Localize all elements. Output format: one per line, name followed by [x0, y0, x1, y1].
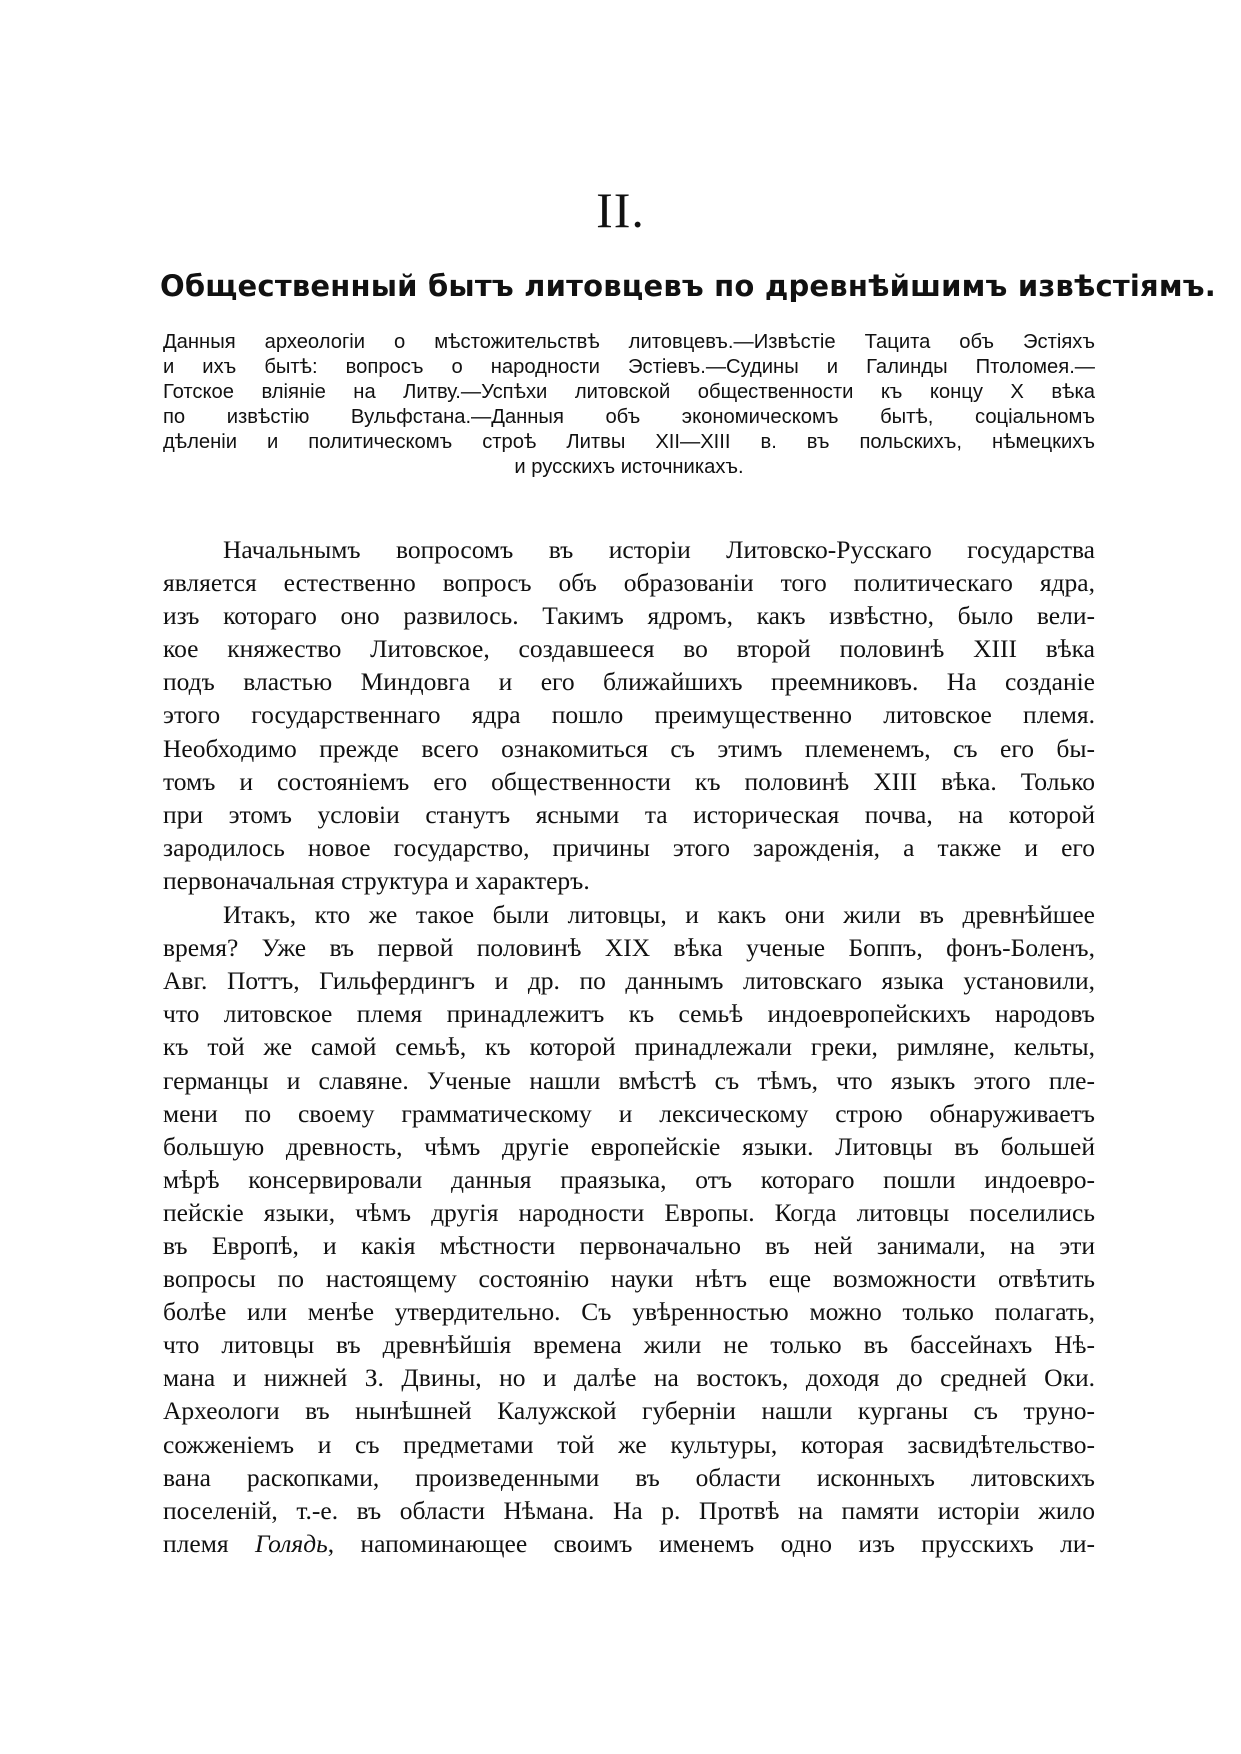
text-line: пейскіе языки, чѣмъ другія народности Европы. Когда литовцы поселились [163, 1197, 1095, 1227]
text-line: Археологи въ нынѣшней Калужской губерніи нашли курганы съ труно- [163, 1396, 1095, 1426]
summary-line: по извѣстію Вульфстана.—Данныя объ экономическомъ бытѣ, соціальномъ [163, 406, 1095, 428]
text-line: мѣрѣ консервировали данныя праязыка, отъ котораго пошли индоевро- [163, 1164, 1095, 1194]
text-line: является естественно вопросъ объ образованіи того политическаго ядра, [163, 568, 1095, 598]
text-line: большую древность, чѣмъ другіе европейскіе языки. Литовцы въ большей [163, 1131, 1095, 1161]
text-line: этого государственнаго ядра пошло преимущественно литовское племя. [163, 700, 1095, 730]
summary-line: Готское вліяніе на Литву.—Успѣхи литовской общественности къ концу X вѣка [163, 381, 1095, 403]
summary-line: и ихъ бытѣ: вопросъ о народности Эстіевъ.—Судины и Галинды Птоломея.— [163, 356, 1095, 378]
paragraph [163, 533, 1095, 897]
text-line: изъ котораго оно развилось. Такимъ ядромъ, какъ извѣстно, было вели- [163, 601, 1095, 631]
text-line: первоначальная структура и характеръ. [163, 865, 590, 895]
text-line: подъ властью Миндовга и его ближайшихъ преемниковъ. На созданіе [163, 667, 1095, 697]
text-line: вана раскопками, произведенными въ области исконныхъ литовскихъ [163, 1462, 1095, 1492]
chapter-title: Общественный бытъ литовцевъ по древнѣйшимъ извѣстіямъ. [160, 269, 1216, 303]
text-fragment: племя [163, 1528, 255, 1558]
italic-word: Голядь [254, 1528, 328, 1558]
text-line [163, 1527, 1095, 1560]
text-line: при этомъ условіи станутъ ясными та историческая почва, на которой [163, 799, 1095, 829]
text-line: германцы и славяне. Ученые нашли вмѣстѣ съ тѣмъ, что языкъ этого пле- [163, 1065, 1095, 1095]
text-line: Итакъ, кто же такое были литовцы, и какъ они жили въ древнѣйшее [223, 900, 1095, 930]
text-line: что литовцы въ древнѣйшія времена жили не только въ бассейнахъ Нѣ- [163, 1330, 1095, 1360]
summary-line: Данныя археологіи о мѣстожительствѣ литовцевъ.—Извѣстіе Тацита объ Эстіяхъ [163, 331, 1095, 353]
text-line: болѣе или менѣе утвердительно. Съ увѣренностью можно только полагать, [163, 1297, 1095, 1327]
text-line: Необходимо прежде всего ознакомиться съ этимъ племенемъ, съ его бы- [163, 733, 1095, 763]
text-line: зародилось новое государство, причины этого зарожденія, а также и его [163, 832, 1095, 862]
text-line: сожженіемъ и съ предметами той же культуры, которая засвидѣтельство- [163, 1429, 1095, 1459]
summary-line: дѣленіи и политическомъ строѣ Литвы XII—XIII в. въ польскихъ, нѣмецкихъ [163, 431, 1095, 453]
text-line: поселеній, т.-е. въ области Нѣмана. На р. Протвѣ на памяти исторіи жило [163, 1495, 1095, 1525]
text-line: Начальнымъ вопросомъ въ исторіи Литовско-Русскаго государства [223, 535, 1095, 564]
summary-line: и русскихъ источникахъ. [514, 456, 744, 478]
text-line: къ той же самой семьѣ, къ которой принадлежали греки, римляне, кельты, [163, 1032, 1095, 1062]
text-line: Авг. Поттъ, Гильфердингъ и др. по даннымъ литовскаго языка установили, [163, 966, 1095, 996]
text-line: томъ и состояніемъ его общественности къ половинѣ XIII вѣка. Только [163, 766, 1095, 796]
text-line: что литовское племя принадлежитъ къ семьѣ индоевропейскихъ народовъ [163, 999, 1095, 1029]
text-line: кое княжество Литовское, создавшееся во второй половинѣ XIII вѣка [163, 634, 1095, 664]
text-line: время? Уже въ первой половинѣ XIX вѣка ученые Боппъ, фонъ-Боленъ, [163, 933, 1095, 963]
body-text [163, 533, 1095, 1560]
chapter-summary [163, 330, 1095, 480]
text-fragment: , напоминающее своимъ именемъ одно изъ прусскихъ ли- [327, 1528, 1095, 1558]
chapter-number: II. [596, 182, 645, 238]
paragraph [163, 898, 1095, 1560]
text-line: мана и нижней З. Двины, но и далѣе на востокъ, доходя до средней Оки. [163, 1363, 1095, 1393]
text-line: мени по своему грамматическому и лексическому строю обнаруживаетъ [163, 1098, 1095, 1128]
text-line: въ Европѣ, и какія мѣстности первоначально въ ней занимали, на эти [163, 1230, 1095, 1260]
text-line: вопросы по настоящему состоянію науки нѣтъ еще возможности отвѣтить [163, 1264, 1095, 1294]
